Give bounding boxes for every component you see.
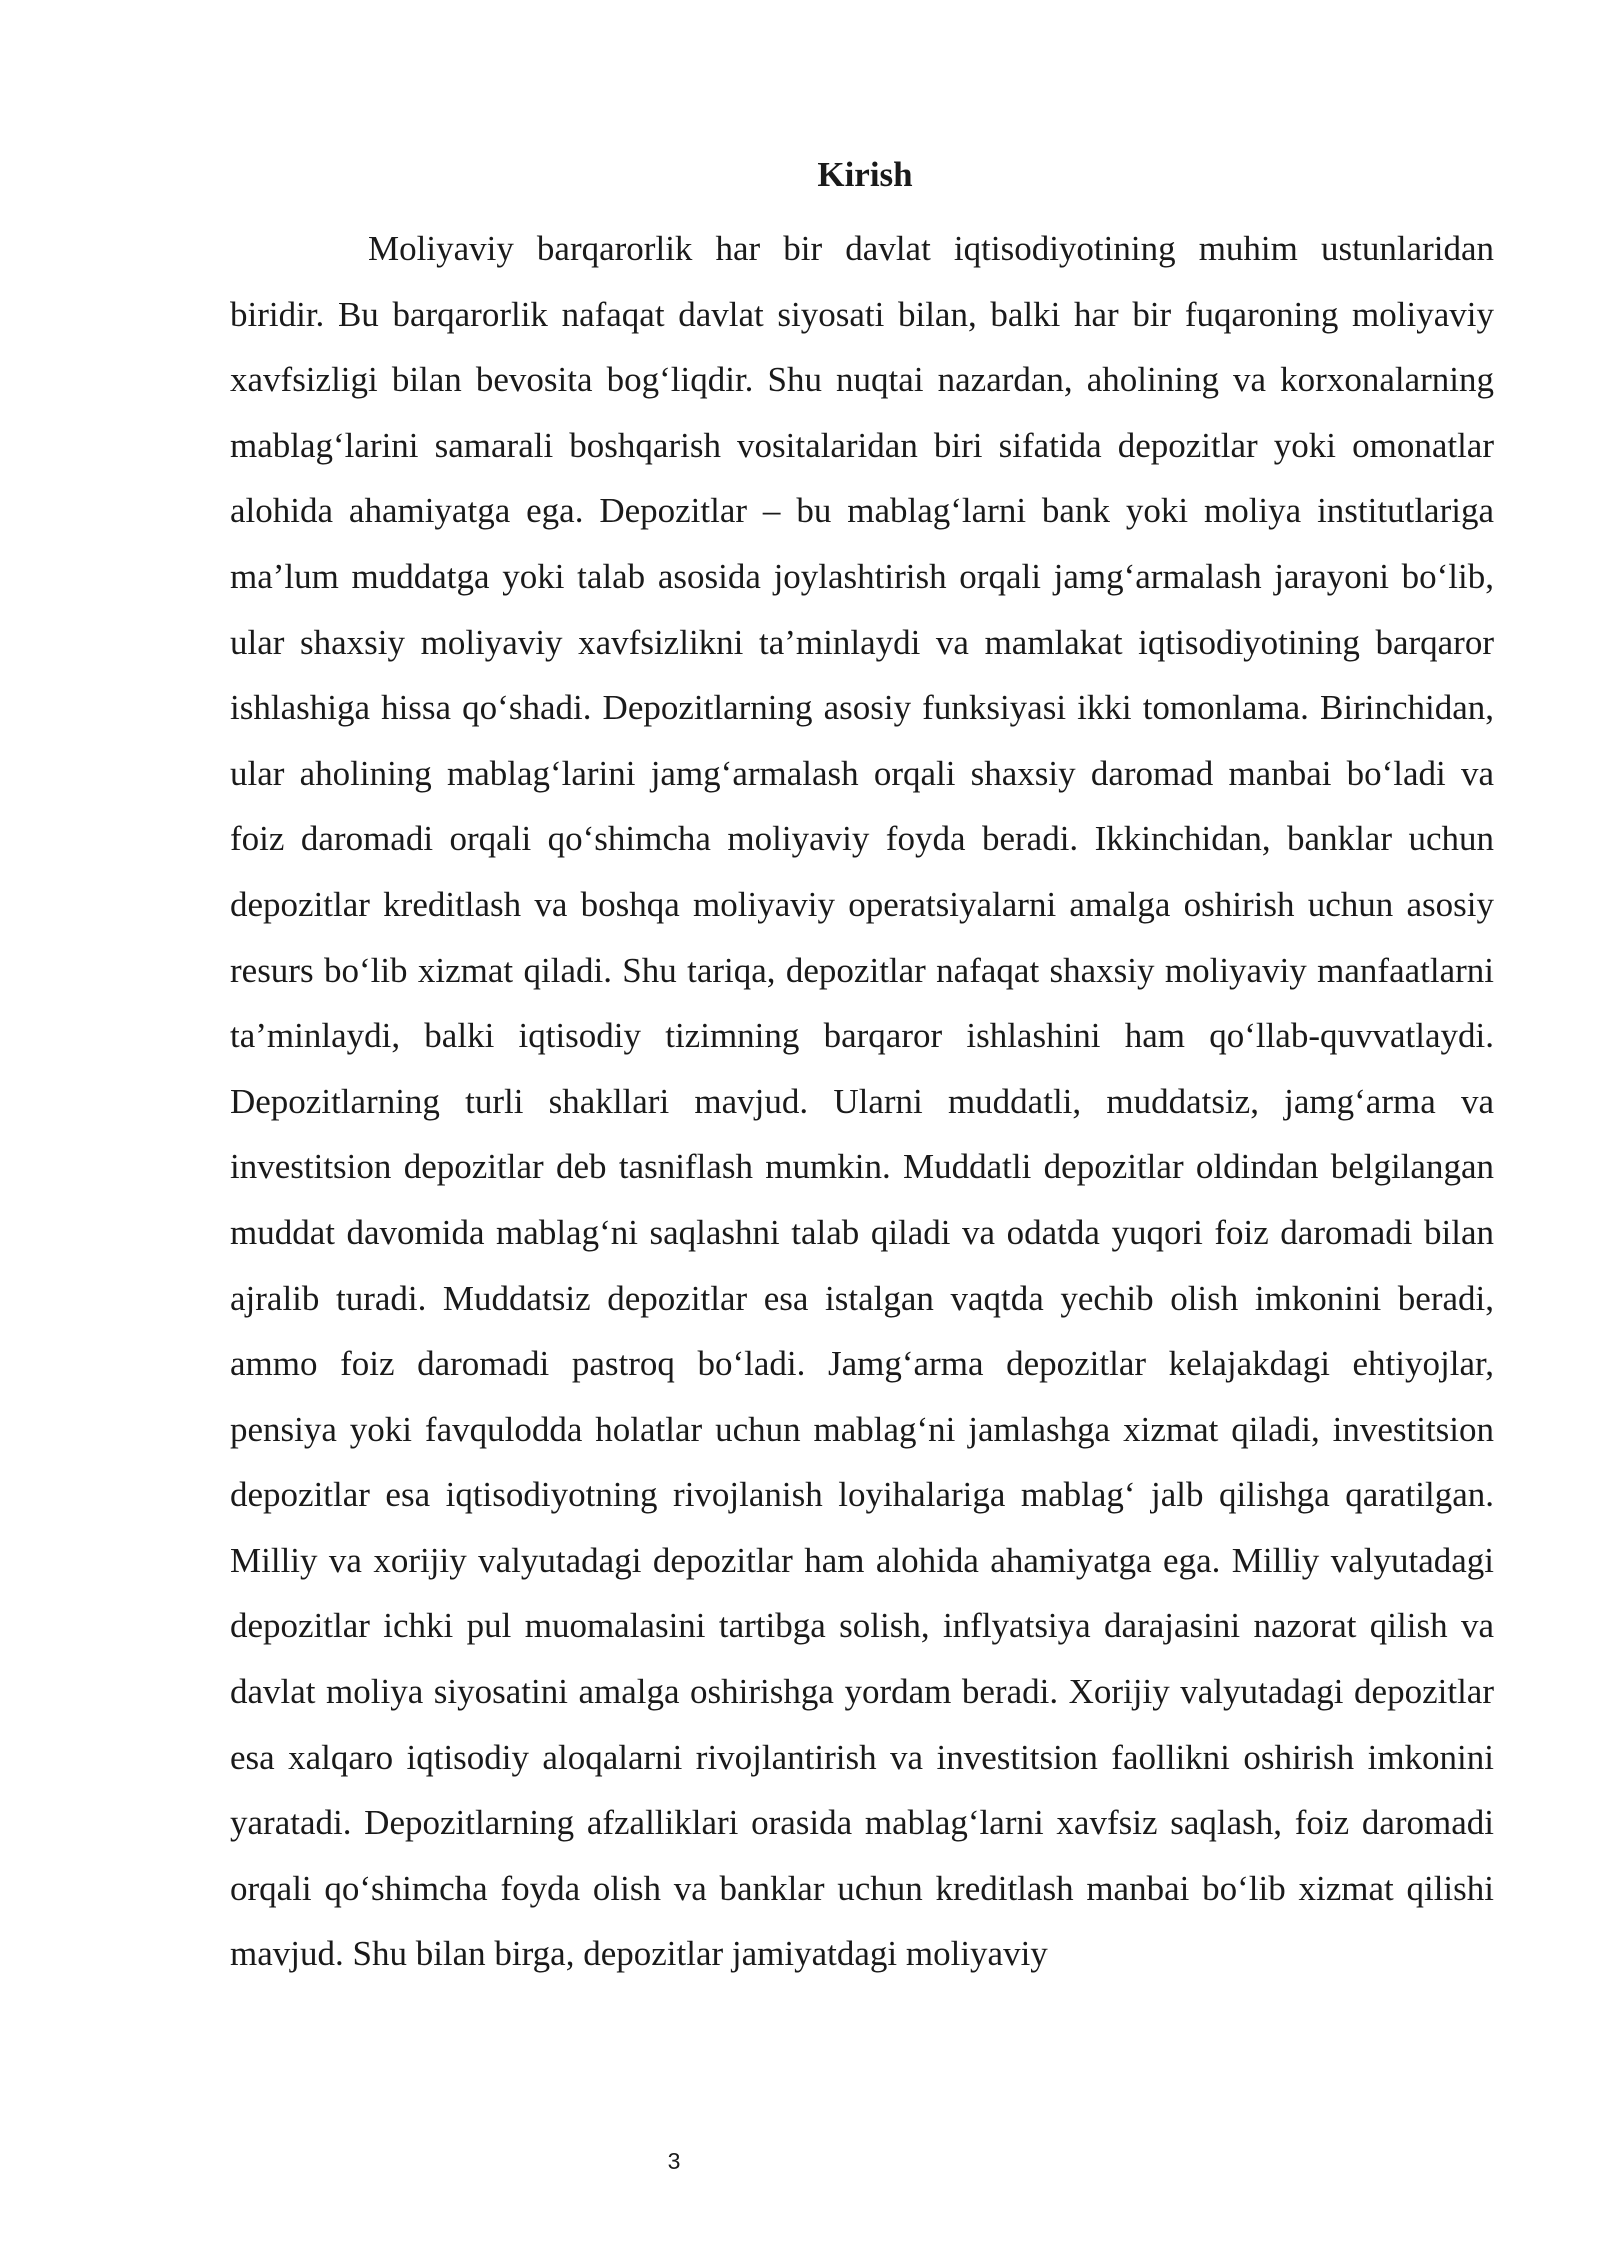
page-title: Kirish <box>817 155 913 194</box>
body-paragraph: Moliyaviy barqarorlik har bir davlat iqtisodiyotining muhim ustunlaridan biridir. Bu barqarorlik nafaqat davlat siyosati bilan, balki har bir fuqaroning moliyaviy xavfsizligi bilan bevosita bog‘liqdir. Shu nuqtai nazardan, aholining va korxonalarning mablag‘larini samarali boshqarish vositalaridan biri sifatida depozitlar yoki omonatlar alohida ahamiyatga ega. Depozitlar – bu mablag‘larni bank yoki moliya institutlariga ma’lum muddatga yoki talab asosida joylashtirish orqali jamg‘armalash jarayoni bo‘lib, ular shaxsiy moliyaviy xavfsizlikni ta’minlaydi va mamlakat iqtisodiyotining barqaror ishlashiga hissa qo‘shadi. Depozitlarning asosiy funksiyasi ikki tomonlama. Birinchidan, ular aholining mablag‘larini jamg‘armalash orqali shaxsiy daromad manbai bo‘ladi va foiz daromadi orqali qo‘shimcha moliyaviy foyda beradi. Ikkinchidan, banklar uchun depozitlar kreditlash va boshqa moliyaviy operatsiyalarni amalga oshirish uchun asosiy resurs bo‘lib xizmat qiladi. Shu tariqa, depozitlar nafaqat shaxsiy moliyaviy manfaatlarni ta’minlaydi, balki iqtisodiy tizimning barqaror ishlashini ham qo‘llab-quvvatlaydi. Depozitlarning turli shakllari mavjud. Ularni muddatli, muddatsiz, jamg‘arma va investitsion depozitlar deb tasniflash mumkin. Muddatli depozitlar oldindan belgilangan muddat davomida mablag‘ni saqlashni talab qiladi va odatda yuqori foiz daromadi bilan ajralib turadi. Muddatsiz depozitlar esa istalgan vaqtda yechib olish imkonini beradi, ammo foiz daromadi pastroq bo‘ladi. Jamg‘arma depozitlar kelajakdagi ehtiyojlar, pensiya yoki favqulodda holatlar uchun mablag‘ni jamlashga xizmat qiladi, investitsion depozitlar esa iqtisodiyotning rivojlanish loyihalariga mablag‘ jalb qilishga qaratilgan. Milliy va xorijiy valyutadagi depozitlar ham alohida ahamiyatga ega. Milliy valyutadagi depozitlar ichki pul muomalasini tartibga solish, inflyatsiya darajasini nazorat qilish va davlat moliya siyosatini amalga oshirishga yordam beradi. Xorijiy valyutadagi depozitlar esa xalqaro iqtisodiy aloqalarni rivojlantirish va investitsion faollikni oshirish imkonini yaratadi. Depozitlarning afzalliklari orasida mablag‘larni xavfsiz saqlash, foiz daromadi orqali qo‘shimcha foyda olish va banklar uchun kreditlash manbai bo‘lib xizmat qilishi mavjud. Shu bilan birga, depozitlar jamiyatdagi moliyaviy <box>230 229 1494 1974</box>
page-number: 3 <box>667 2148 681 2174</box>
